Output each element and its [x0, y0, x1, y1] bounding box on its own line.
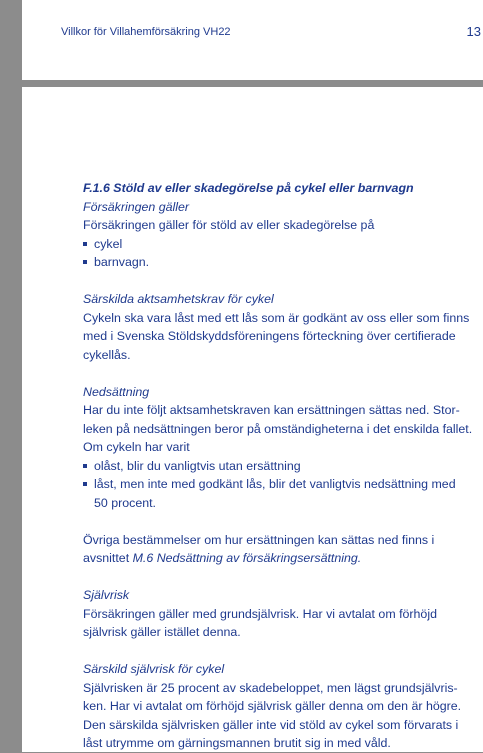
reduction-list	[83, 457, 473, 513]
text-line: Cykeln ska vara låst med ett lås som är godkänt av oss eller som finns	[83, 310, 470, 325]
text-line: Har du inte följt aktsamhetskraven kan ersättningen sättas ned. Stor-	[83, 403, 460, 417]
list-item: låst, men inte med godkänt lås, blir det vanligtvis nedsättning med 50 procent.	[83, 475, 473, 512]
text-line: med i Svenska Stöldskyddsföreningens förteckning över certifierade	[83, 329, 456, 343]
page-gutter	[0, 0, 22, 752]
subheading-deductible: Självrisk	[83, 588, 130, 602]
text-line: cykellås.	[83, 347, 131, 362]
list-item: cykel	[83, 235, 473, 254]
text-line: självrisk gäller istället denna.	[83, 625, 241, 639]
text-line: Om cykeln har varit	[83, 440, 190, 454]
text-line: Den särskilda självrisken gäller inte vid stöld av cykel som förvarats i	[83, 717, 459, 732]
text-line: Övriga bestämmelser om hur ersättningen kan sättas ned finns i	[83, 532, 435, 547]
text-line: avsnittet M.6 Nedsättning av försäkringsersättning.	[83, 551, 362, 565]
coverage-text: Försäkringen gäller för stöld av eller skadegörelse på	[83, 218, 375, 232]
text-line: ken. Har vi avtalat om förhöjd självrisk gäller denna om den är högre.	[83, 699, 462, 713]
page-header-area	[22, 0, 483, 80]
section-heading: F.1.6 Stöld av eller skadegörelse på cykel eller barnvagn	[83, 181, 414, 195]
section-reference: M.6 Nedsättning av försäkringsersättning.	[132, 551, 362, 565]
text-line: Självrisken är 25 procent av skadebeloppet, men lägst grundsjälvris-	[83, 680, 458, 695]
coverage-list	[83, 235, 473, 272]
page-break	[22, 80, 483, 87]
subheading-coverage: Försäkringen gäller	[83, 199, 190, 214]
subheading-care-requirements: Särskilda aktsamhetskrav för cykel	[83, 292, 274, 306]
subheading-reduction: Nedsättning	[83, 384, 150, 399]
page-number: 13	[466, 24, 481, 39]
list-item: barnvagn.	[83, 253, 473, 272]
text-line: leken på nedsättningen beror på omständigheterna i det enskilda fallet.	[83, 421, 473, 436]
text-line: Försäkringen gäller med grundsjälvrisk. Har vi avtalat om förhöjd	[83, 606, 437, 621]
text-line: låst utrymme om gärningsmannen brutit sig in med våld.	[83, 736, 391, 750]
document-title: Villkor för Villahemförsäkring VH22	[61, 26, 231, 38]
list-item: olåst, blir du vanligtvis utan ersättning	[83, 457, 473, 476]
subheading-bike-deductible: Särskild självrisk för cykel	[83, 662, 225, 676]
section-content	[83, 179, 473, 753]
